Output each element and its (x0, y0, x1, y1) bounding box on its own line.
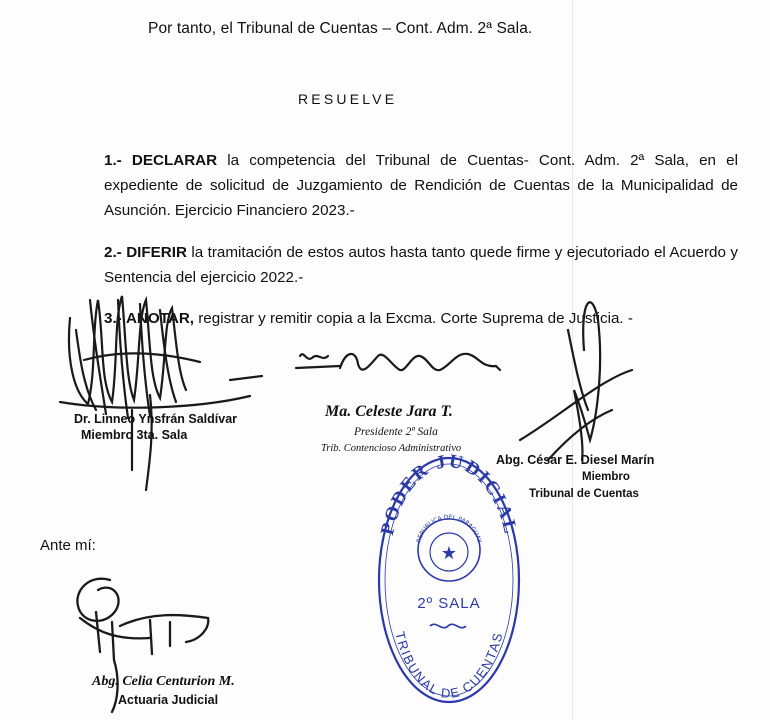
ante-mi-label: Ante mí: (40, 537, 96, 554)
intro-line: Por tanto, el Tribunal de Cuentas – Cont. Adm. 2ª Sala. (148, 20, 533, 37)
signature-cesar-name: Abg. César E. Diesel Marín (496, 453, 655, 467)
signature-celeste-court: Trib. Contencioso Administrativo (321, 443, 462, 454)
seal-emblem-text: REPUBLICA DEL PARAGUAY (415, 513, 483, 544)
resolution-keyword: DIFERIR (126, 244, 187, 261)
signature-celeste-name: Ma. Celeste Jara T. (325, 403, 453, 420)
signature-celia-scribble (77, 579, 208, 712)
seal-ornament (430, 624, 466, 627)
signature-cesar-scribble (520, 302, 632, 460)
resolution-keyword: DECLARAR (131, 152, 218, 169)
seal-center-text: 2º SALA (417, 595, 481, 612)
signature-celia-name: Abg. Celia Centurion M. (92, 674, 235, 689)
signature-linneo-role: Miembro 3ta. Sala (81, 428, 188, 442)
seal-bottom-text: TRIBUNAL DE CUENTAS (392, 629, 506, 702)
signature-cesar-court: Tribunal de Cuentas (529, 488, 639, 500)
signature-linneo-name: Dr. Linneo Ynsfrán Saldívar (74, 412, 238, 426)
resolution-text: la tramitación de estos autos hasta tanto quede firme y ejecutoriado el Acuerdo y Sentencia del ejercicio 2022.- (104, 244, 738, 286)
resolution-number: 3.- (104, 310, 122, 327)
resolution-keyword: ANOTAR, (125, 310, 195, 327)
signature-celia-role: Actuaria Judicial (118, 693, 219, 707)
signature-celeste-scribble (296, 354, 500, 370)
poder-judicial-seal (377, 451, 521, 702)
resolution-text: registrar y remitir copia a la Excma. Corte Suprema de Justicia. - (194, 310, 633, 327)
resolution-number: 1.- (104, 152, 122, 169)
signature-linneo-scribble (60, 296, 262, 490)
seal-top-text: PODER JUDICIAL (376, 450, 522, 538)
signature-cesar-role: Miembro (582, 471, 630, 483)
resuelve-heading: RESUELVE (298, 91, 398, 107)
seal-star-icon: ★ (440, 543, 458, 563)
signature-celeste-role: Presidente 2ª Sala (354, 426, 438, 438)
resolution-number: 2.- (104, 244, 122, 261)
resolution-text: la competencia del Tribunal de Cuentas- Cont. Adm. 2ª Sala, en el expediente de solicitud de Juzgamiento de Rendición de Cuentas de la Municipalidad de Asunción. Ejercicio Financiero 2023.- (104, 152, 738, 219)
